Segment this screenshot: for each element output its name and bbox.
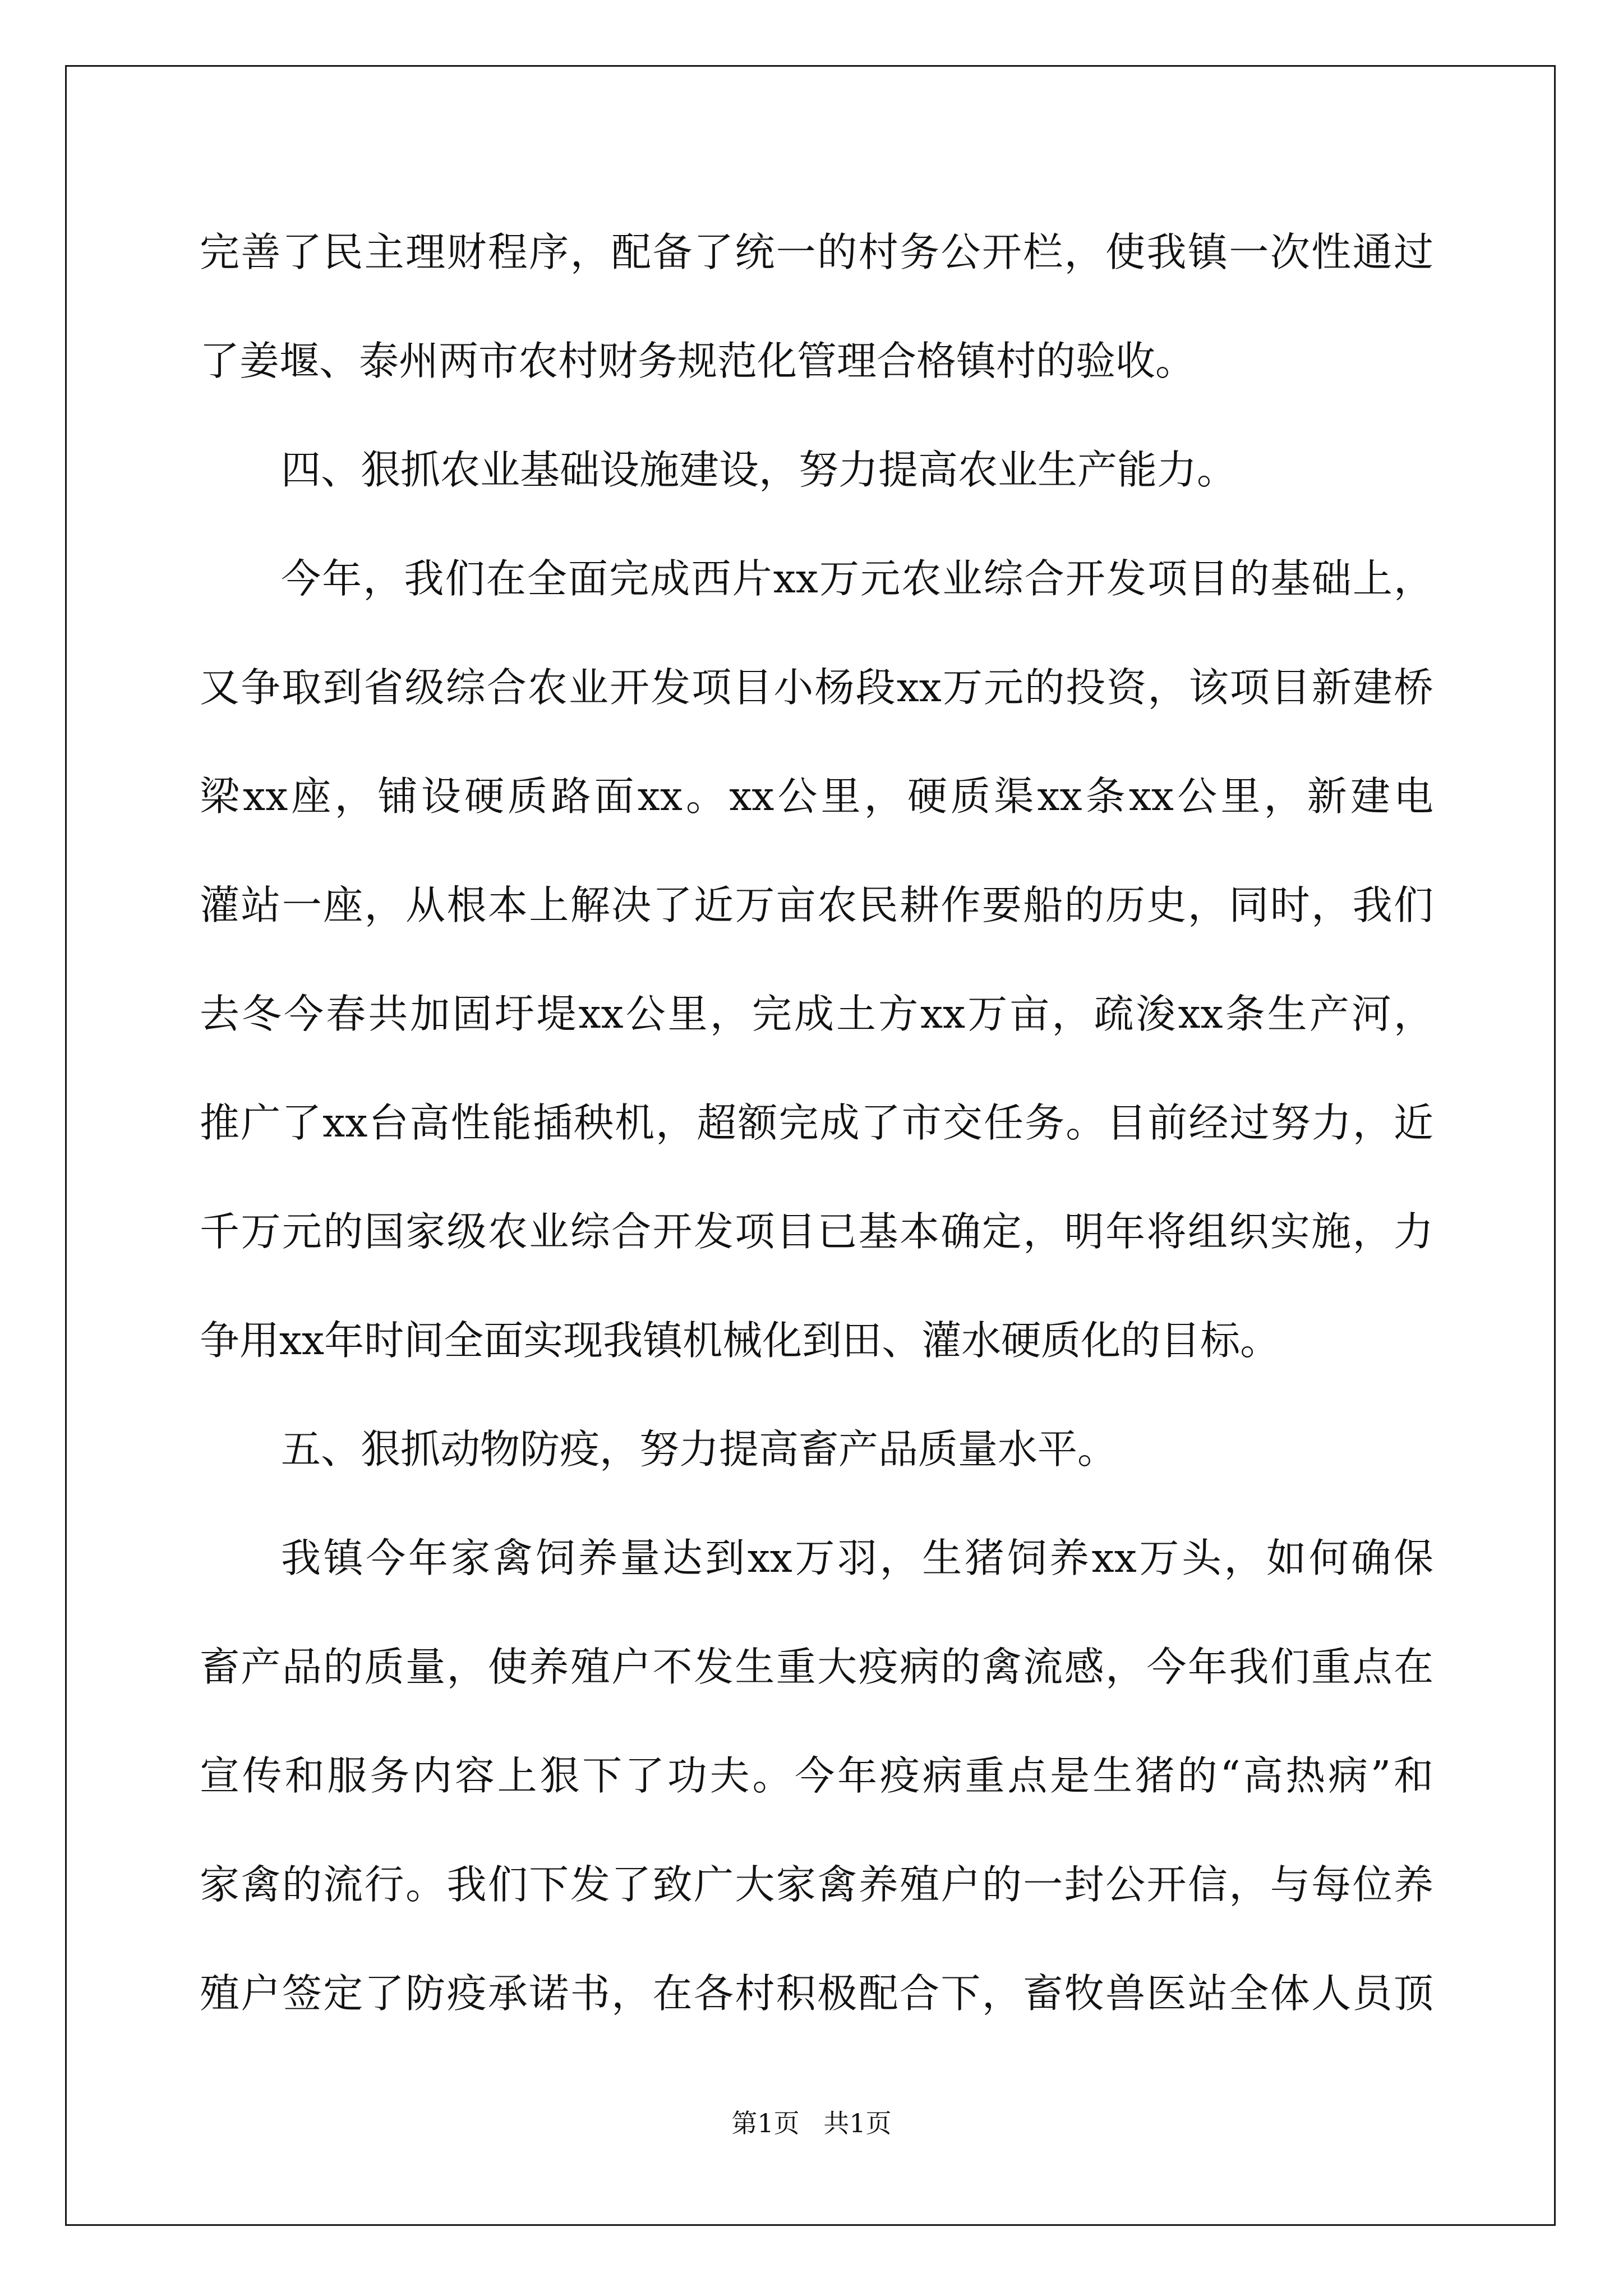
section-heading: 四、狠抓农业基础设施建设，努力提高农业生产能力。 xyxy=(281,447,1237,493)
text-line: 推广了xx台高性能插秧机，超额完成了市交任务。目前经过努力，近 xyxy=(200,1099,1433,1146)
text-line: 争用xx年时间全面实现我镇机械化到田、灌水硬质化的目标。 xyxy=(200,1317,1280,1364)
text-line: 宣传和服务内容上狠下了功夫。今年疫病重点是生猪的“高热病”和 xyxy=(200,1752,1433,1799)
text-line: 又争取到省级综合农业开发项目小杨段xx万元的投资，该项目新建桥 xyxy=(200,664,1433,711)
text-line: 完善了民主理财程序，配备了统一的村务公开栏，使我镇一次性通过 xyxy=(200,229,1433,275)
page-number: 第1页 xyxy=(731,2108,800,2138)
text-line: 今年，我们在全面完成西片xx万元农业综合开发项目的基础上， xyxy=(281,555,1433,602)
page-total: 共1页 xyxy=(823,2108,892,2138)
text-line: 家禽的流行。我们下发了致广大家禽养殖户的一封公开信，与每位养 xyxy=(200,1861,1433,1908)
text-line: 梁xx座，铺设硬质路面xx。xx公里，硬质渠xx条xx公里，新建电 xyxy=(200,773,1433,820)
text-line: 我镇今年家禽饲养量达到xx万羽，生猪饲养xx万头，如何确保 xyxy=(281,1535,1433,1581)
text-line: 畜产品的质量，使养殖户不发生重大疫病的禽流感，今年我们重点在 xyxy=(200,1644,1433,1690)
document-body xyxy=(200,213,1433,2063)
section-heading: 五、狠抓动物防疫，努力提高畜产品质量水平。 xyxy=(281,1426,1118,1473)
text-line: 灌站一座，从根本上解决了近万亩农民耕作要船的历史，同时，我们 xyxy=(200,882,1433,928)
page-footer xyxy=(0,2106,1623,2140)
text-line: 殖户签定了防疫承诺书，在各村积极配合下，畜牧兽医站全体人员顶 xyxy=(200,1970,1433,2017)
text-line: 千万元的国家级农业综合开发项目已基本确定，明年将组织实施，力 xyxy=(200,1208,1433,1255)
text-line: 去冬今春共加固圩堤xx公里，完成土方xx万亩，疏浚xx条生产河， xyxy=(200,991,1433,1037)
text-line: 了姜堰、泰州两市农村财务规范化管理合格镇村的验收。 xyxy=(200,338,1196,384)
